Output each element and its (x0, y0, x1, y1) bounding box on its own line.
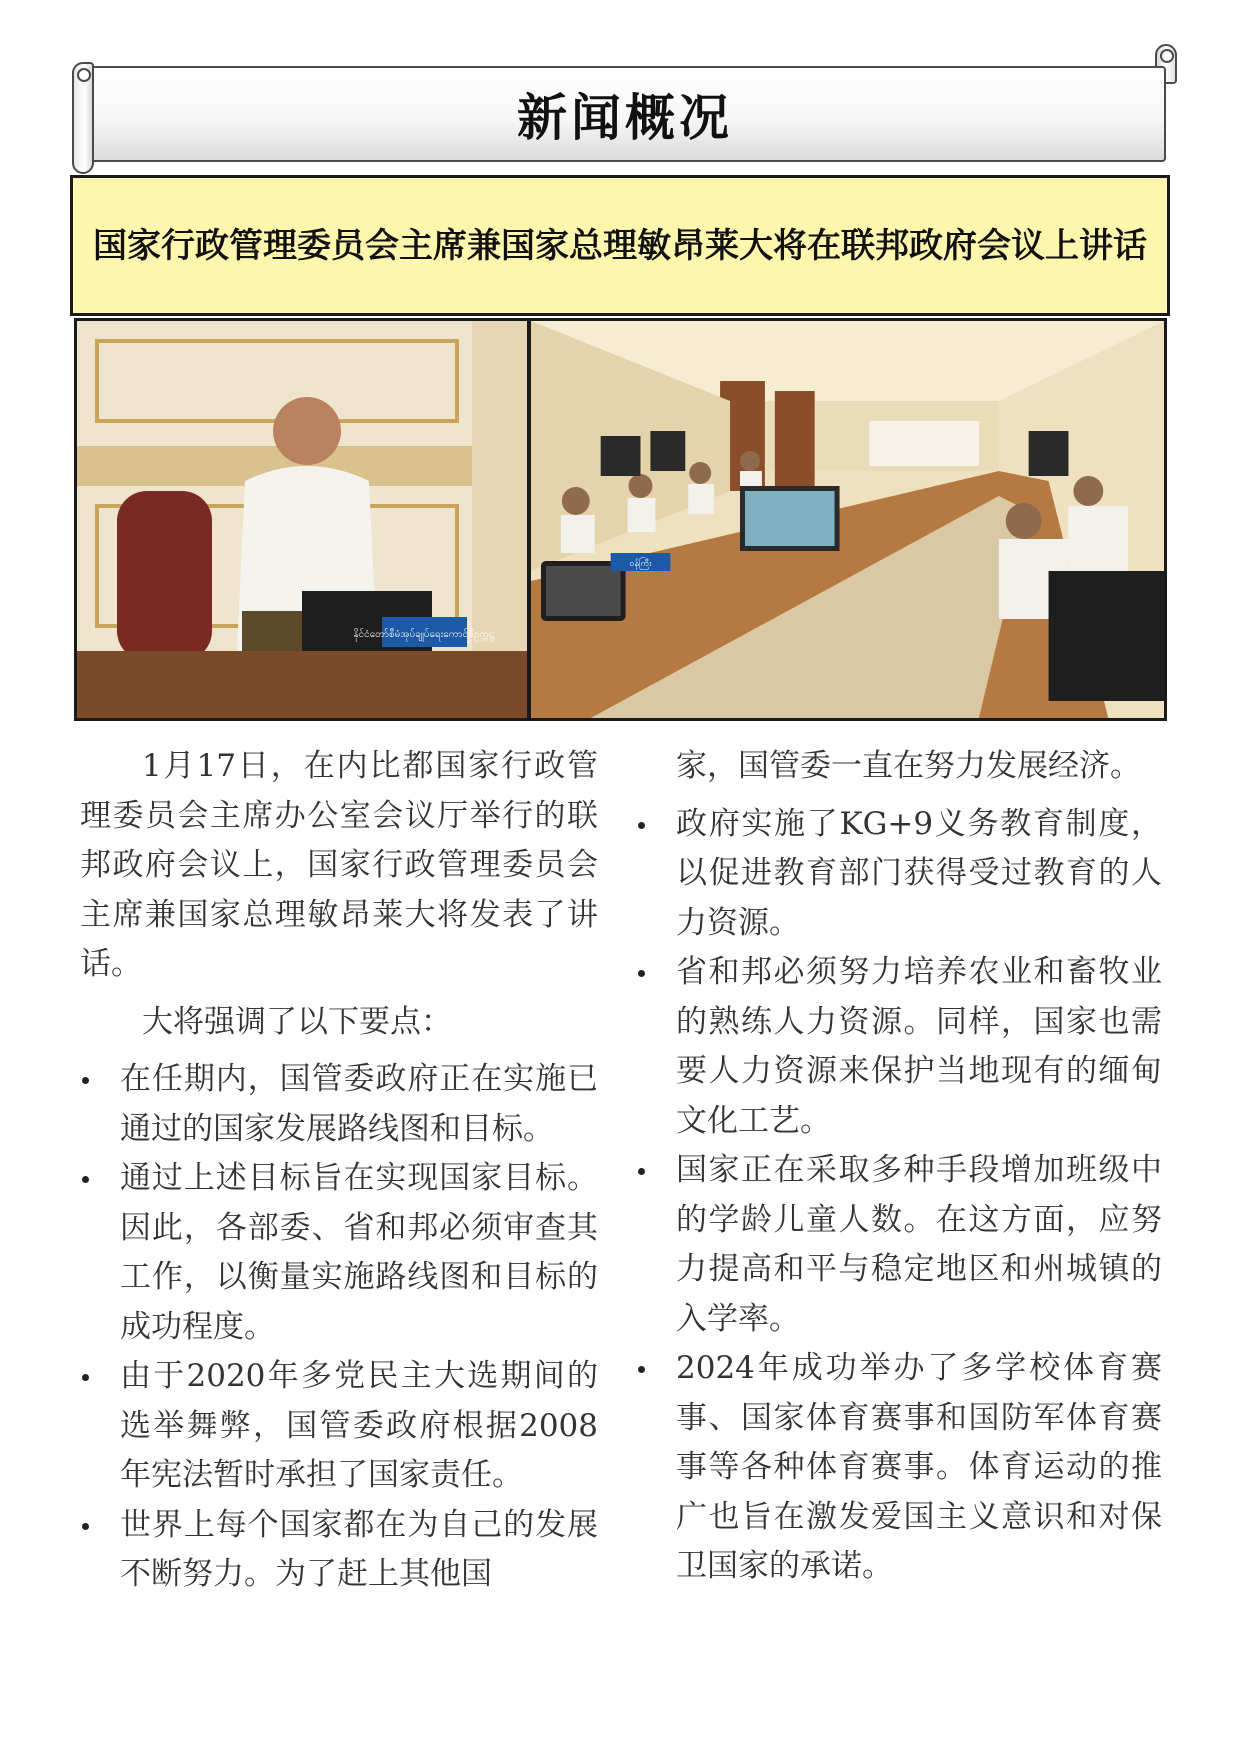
photo-meeting-hall (531, 321, 1164, 718)
photo-speaker-illustration (77, 321, 527, 718)
photo-strip (74, 318, 1167, 721)
list-item: 2024年成功举办了多学校体育赛事、国家体育赛事和国防军体育赛事等各种体育赛事。体育运动的推广也旨在激发爱国主义意识和对保卫国家的承诺。 (676, 1344, 1162, 1592)
bullet-continuation: 家，国管委一直在努力发展经济。 (676, 748, 1141, 784)
list-item: 通过上述目标旨在实现国家目标。因此，各部委、省和邦必须审查其工作，以衡量实施路线图和目标的成功程度。 (80, 1154, 598, 1352)
page-title: 新闻概况 (517, 89, 733, 147)
article-column-right (676, 742, 1162, 1592)
list-item: 由于2020年多党民主大选期间的选举舞弊，国管委政府根据2008年宪法暂时承担了国家责任。 (80, 1352, 598, 1501)
list-item: 国家正在采取多种手段增加班级中的学龄儿童人数。在这方面，应努力提高和平与稳定地区和州城镇的入学率。 (676, 1146, 1162, 1344)
nameplate-right: ဝန်ကြီး (629, 558, 652, 570)
photo-speaker (77, 321, 527, 718)
article-intro: 1月17日，在内比都国家行政管理委员会主席办公室会议厅举行的联邦政府会议上，国家行政管理委员会主席兼国家总理敏昂莱大将发表了讲话。 (80, 748, 598, 982)
bullet-list-right (676, 800, 1162, 1592)
article-lead: 大将强调了以下要点： (142, 1003, 452, 1040)
list-item: 在任期内，国管委政府正在实施已通过的国家发展路线图和目标。 (80, 1055, 598, 1154)
bullet-list-left (80, 1055, 598, 1600)
list-item: 世界上每个国家都在为自己的发展不断努力。为了赶上其他国 (80, 1501, 598, 1600)
article-column-left (80, 742, 598, 1600)
list-item: 政府实施了KG+9义务教育制度，以促进教育部门获得受过教育的人力资源。 (676, 800, 1162, 949)
photo-meeting-illustration (531, 321, 1164, 718)
list-item: 省和邦必须努力培养农业和畜牧业的熟练人力资源。同样，国家也需要人力资源来保护当地现有的缅甸文化工艺。 (676, 948, 1162, 1146)
headline: 国家行政管理委员会主席兼国家总理敏昂莱大将在联邦政府会议上讲话 (70, 175, 1170, 316)
nameplate-left: နိုင်ငံတော်စီမံအုပ်ချုပ်ရေးကောင်စီဥက္ကဋ္ဌ (353, 629, 495, 640)
